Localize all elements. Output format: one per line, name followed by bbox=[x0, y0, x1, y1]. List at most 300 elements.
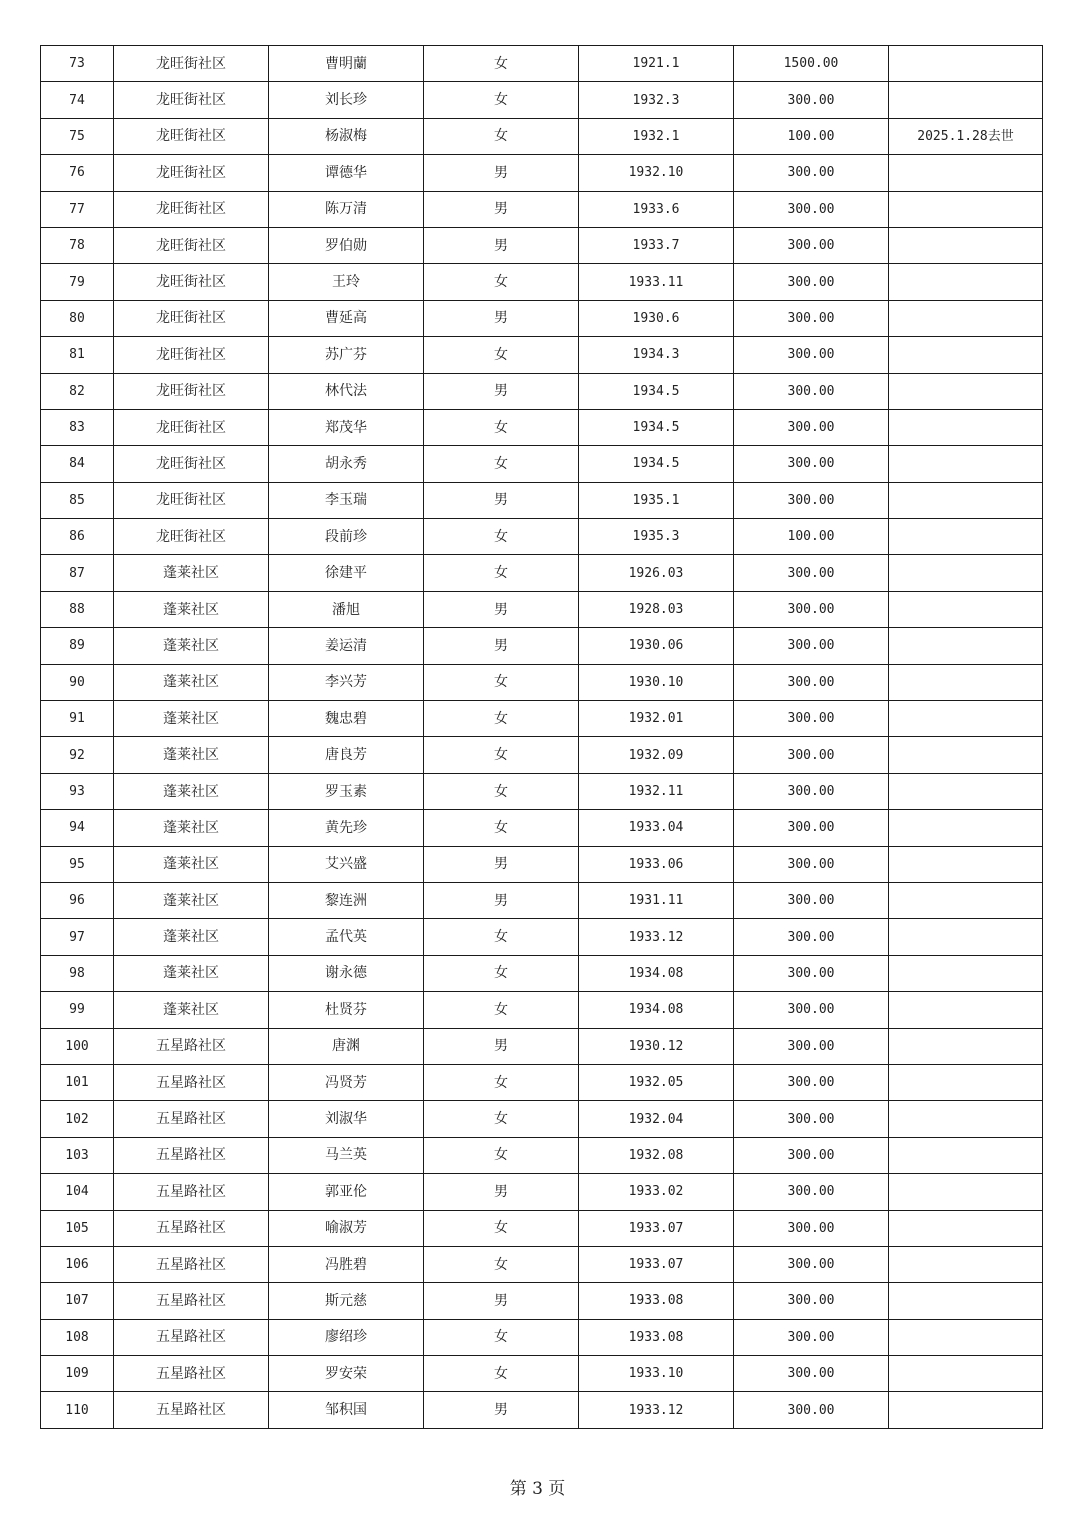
cell-row-index: 80 bbox=[41, 300, 114, 336]
cell-name: 谢永德 bbox=[269, 955, 424, 991]
cell-amount: 300.00 bbox=[734, 955, 889, 991]
cell-amount: 300.00 bbox=[734, 882, 889, 918]
table-row bbox=[41, 409, 1043, 445]
cell-remark bbox=[889, 628, 1043, 664]
cell-community: 蓬莱社区 bbox=[114, 591, 269, 627]
table-row bbox=[41, 155, 1043, 191]
cell-name: 邹积国 bbox=[269, 1392, 424, 1428]
cell-amount: 100.00 bbox=[734, 519, 889, 555]
cell-gender: 女 bbox=[424, 409, 579, 445]
table-row bbox=[41, 227, 1043, 263]
table-row bbox=[41, 1356, 1043, 1392]
cell-remark bbox=[889, 992, 1043, 1028]
cell-remark bbox=[889, 1392, 1043, 1428]
table-row bbox=[41, 591, 1043, 627]
cell-row-index: 94 bbox=[41, 810, 114, 846]
cell-row-index: 107 bbox=[41, 1283, 114, 1319]
cell-community: 蓬莱社区 bbox=[114, 955, 269, 991]
cell-amount: 300.00 bbox=[734, 628, 889, 664]
cell-row-index: 75 bbox=[41, 118, 114, 154]
table-row bbox=[41, 446, 1043, 482]
cell-birth-date: 1932.11 bbox=[579, 773, 734, 809]
cell-name: 罗安荣 bbox=[269, 1356, 424, 1392]
cell-remark bbox=[889, 846, 1043, 882]
cell-gender: 女 bbox=[424, 555, 579, 591]
cell-name: 罗伯勋 bbox=[269, 227, 424, 263]
cell-row-index: 98 bbox=[41, 955, 114, 991]
cell-row-index: 92 bbox=[41, 737, 114, 773]
cell-gender: 女 bbox=[424, 773, 579, 809]
table-row bbox=[41, 810, 1043, 846]
cell-row-index: 83 bbox=[41, 409, 114, 445]
cell-amount: 300.00 bbox=[734, 992, 889, 1028]
cell-gender: 女 bbox=[424, 955, 579, 991]
cell-birth-date: 1930.6 bbox=[579, 300, 734, 336]
cell-name: 李兴芳 bbox=[269, 664, 424, 700]
cell-remark bbox=[889, 1246, 1043, 1282]
cell-name: 刘长珍 bbox=[269, 82, 424, 118]
cell-gender: 女 bbox=[424, 664, 579, 700]
cell-amount: 300.00 bbox=[734, 264, 889, 300]
cell-row-index: 74 bbox=[41, 82, 114, 118]
cell-birth-date: 1934.5 bbox=[579, 373, 734, 409]
table-body bbox=[41, 46, 1043, 1429]
cell-remark bbox=[889, 446, 1043, 482]
cell-birth-date: 1928.03 bbox=[579, 591, 734, 627]
table-row bbox=[41, 482, 1043, 518]
cell-row-index: 100 bbox=[41, 1028, 114, 1064]
cell-gender: 女 bbox=[424, 446, 579, 482]
cell-remark bbox=[889, 1137, 1043, 1173]
cell-community: 龙旺街社区 bbox=[114, 82, 269, 118]
cell-birth-date: 1930.12 bbox=[579, 1028, 734, 1064]
cell-community: 龙旺街社区 bbox=[114, 227, 269, 263]
cell-row-index: 105 bbox=[41, 1210, 114, 1246]
cell-remark bbox=[889, 1356, 1043, 1392]
cell-name: 姜运清 bbox=[269, 628, 424, 664]
cell-name: 潘旭 bbox=[269, 591, 424, 627]
cell-community: 五星路社区 bbox=[114, 1028, 269, 1064]
cell-birth-date: 1934.08 bbox=[579, 955, 734, 991]
cell-row-index: 89 bbox=[41, 628, 114, 664]
cell-community: 龙旺街社区 bbox=[114, 46, 269, 82]
cell-gender: 男 bbox=[424, 1028, 579, 1064]
cell-amount: 1500.00 bbox=[734, 46, 889, 82]
cell-birth-date: 1932.04 bbox=[579, 1101, 734, 1137]
table-row bbox=[41, 1137, 1043, 1173]
cell-row-index: 102 bbox=[41, 1101, 114, 1137]
cell-remark bbox=[889, 1174, 1043, 1210]
cell-gender: 女 bbox=[424, 264, 579, 300]
cell-community: 蓬莱社区 bbox=[114, 628, 269, 664]
page-number: 第 3 页 bbox=[509, 1479, 566, 1499]
cell-remark bbox=[889, 810, 1043, 846]
cell-row-index: 88 bbox=[41, 591, 114, 627]
table-row bbox=[41, 846, 1043, 882]
cell-remark bbox=[889, 591, 1043, 627]
cell-name: 罗玉素 bbox=[269, 773, 424, 809]
table-row bbox=[41, 46, 1043, 82]
cell-amount: 300.00 bbox=[734, 555, 889, 591]
cell-row-index: 93 bbox=[41, 773, 114, 809]
cell-birth-date: 1933.6 bbox=[579, 191, 734, 227]
cell-amount: 300.00 bbox=[734, 82, 889, 118]
cell-birth-date: 1930.06 bbox=[579, 628, 734, 664]
cell-name: 谭德华 bbox=[269, 155, 424, 191]
table-row bbox=[41, 701, 1043, 737]
cell-remark bbox=[889, 737, 1043, 773]
cell-name: 郭亚伦 bbox=[269, 1174, 424, 1210]
cell-remark bbox=[889, 773, 1043, 809]
cell-community: 蓬莱社区 bbox=[114, 773, 269, 809]
cell-birth-date: 1934.3 bbox=[579, 337, 734, 373]
cell-row-index: 103 bbox=[41, 1137, 114, 1173]
cell-amount: 100.00 bbox=[734, 118, 889, 154]
cell-birth-date: 1933.12 bbox=[579, 1392, 734, 1428]
table-row bbox=[41, 373, 1043, 409]
cell-row-index: 79 bbox=[41, 264, 114, 300]
cell-amount: 300.00 bbox=[734, 337, 889, 373]
cell-remark bbox=[889, 373, 1043, 409]
cell-birth-date: 1932.01 bbox=[579, 701, 734, 737]
cell-gender: 男 bbox=[424, 628, 579, 664]
cell-row-index: 106 bbox=[41, 1246, 114, 1282]
cell-row-index: 73 bbox=[41, 46, 114, 82]
cell-remark bbox=[889, 701, 1043, 737]
cell-name: 胡永秀 bbox=[269, 446, 424, 482]
cell-community: 蓬莱社区 bbox=[114, 555, 269, 591]
cell-gender: 女 bbox=[424, 1246, 579, 1282]
cell-row-index: 84 bbox=[41, 446, 114, 482]
cell-gender: 女 bbox=[424, 519, 579, 555]
cell-gender: 男 bbox=[424, 482, 579, 518]
table-row bbox=[41, 1174, 1043, 1210]
cell-name: 唐渊 bbox=[269, 1028, 424, 1064]
cell-name: 魏忠碧 bbox=[269, 701, 424, 737]
cell-community: 龙旺街社区 bbox=[114, 409, 269, 445]
cell-community: 龙旺街社区 bbox=[114, 300, 269, 336]
cell-birth-date: 1933.11 bbox=[579, 264, 734, 300]
cell-birth-date: 1933.7 bbox=[579, 227, 734, 263]
cell-row-index: 95 bbox=[41, 846, 114, 882]
cell-name: 冯胜碧 bbox=[269, 1246, 424, 1282]
cell-gender: 男 bbox=[424, 300, 579, 336]
cell-community: 五星路社区 bbox=[114, 1174, 269, 1210]
cell-row-index: 97 bbox=[41, 919, 114, 955]
cell-row-index: 85 bbox=[41, 482, 114, 518]
cell-remark bbox=[889, 264, 1043, 300]
cell-remark bbox=[889, 664, 1043, 700]
cell-birth-date: 1932.08 bbox=[579, 1137, 734, 1173]
cell-gender: 男 bbox=[424, 846, 579, 882]
table-row bbox=[41, 882, 1043, 918]
cell-birth-date: 1933.10 bbox=[579, 1356, 734, 1392]
cell-remark bbox=[889, 1319, 1043, 1355]
cell-community: 五星路社区 bbox=[114, 1210, 269, 1246]
table-row bbox=[41, 264, 1043, 300]
cell-community: 蓬莱社区 bbox=[114, 919, 269, 955]
cell-gender: 女 bbox=[424, 1101, 579, 1137]
cell-birth-date: 1934.08 bbox=[579, 992, 734, 1028]
cell-remark bbox=[889, 919, 1043, 955]
cell-amount: 300.00 bbox=[734, 1028, 889, 1064]
cell-amount: 300.00 bbox=[734, 300, 889, 336]
cell-name: 唐良芳 bbox=[269, 737, 424, 773]
cell-row-index: 78 bbox=[41, 227, 114, 263]
cell-name: 冯贤芳 bbox=[269, 1064, 424, 1100]
cell-gender: 男 bbox=[424, 1174, 579, 1210]
cell-gender: 女 bbox=[424, 46, 579, 82]
cell-row-index: 90 bbox=[41, 664, 114, 700]
cell-amount: 300.00 bbox=[734, 1101, 889, 1137]
cell-amount: 300.00 bbox=[734, 1283, 889, 1319]
cell-community: 龙旺街社区 bbox=[114, 191, 269, 227]
cell-gender: 男 bbox=[424, 882, 579, 918]
cell-community: 五星路社区 bbox=[114, 1101, 269, 1137]
table-row bbox=[41, 300, 1043, 336]
cell-birth-date: 1933.02 bbox=[579, 1174, 734, 1210]
cell-gender: 男 bbox=[424, 155, 579, 191]
cell-community: 蓬莱社区 bbox=[114, 810, 269, 846]
cell-remark bbox=[889, 337, 1043, 373]
cell-remark bbox=[889, 1064, 1043, 1100]
cell-gender: 女 bbox=[424, 810, 579, 846]
cell-birth-date: 1931.11 bbox=[579, 882, 734, 918]
cell-birth-date: 1933.07 bbox=[579, 1210, 734, 1246]
cell-birth-date: 1933.06 bbox=[579, 846, 734, 882]
cell-community: 龙旺街社区 bbox=[114, 519, 269, 555]
cell-remark bbox=[889, 482, 1043, 518]
cell-name: 斯元慈 bbox=[269, 1283, 424, 1319]
cell-row-index: 76 bbox=[41, 155, 114, 191]
cell-name: 孟代英 bbox=[269, 919, 424, 955]
data-table bbox=[40, 45, 1043, 1429]
cell-gender: 女 bbox=[424, 337, 579, 373]
cell-row-index: 104 bbox=[41, 1174, 114, 1210]
cell-gender: 男 bbox=[424, 191, 579, 227]
cell-amount: 300.00 bbox=[734, 446, 889, 482]
cell-birth-date: 1933.07 bbox=[579, 1246, 734, 1282]
cell-name: 林代法 bbox=[269, 373, 424, 409]
cell-community: 五星路社区 bbox=[114, 1064, 269, 1100]
cell-amount: 300.00 bbox=[734, 1137, 889, 1173]
table-row bbox=[41, 664, 1043, 700]
cell-name: 黄先珍 bbox=[269, 810, 424, 846]
cell-row-index: 110 bbox=[41, 1392, 114, 1428]
cell-name: 陈万清 bbox=[269, 191, 424, 227]
cell-community: 龙旺街社区 bbox=[114, 155, 269, 191]
cell-remark: 2025.1.28去世 bbox=[889, 118, 1043, 154]
cell-gender: 女 bbox=[424, 118, 579, 154]
cell-row-index: 81 bbox=[41, 337, 114, 373]
cell-name: 徐建平 bbox=[269, 555, 424, 591]
cell-birth-date: 1932.1 bbox=[579, 118, 734, 154]
cell-amount: 300.00 bbox=[734, 1210, 889, 1246]
cell-amount: 300.00 bbox=[734, 919, 889, 955]
cell-community: 五星路社区 bbox=[114, 1246, 269, 1282]
cell-row-index: 108 bbox=[41, 1319, 114, 1355]
cell-name: 艾兴盛 bbox=[269, 846, 424, 882]
cell-gender: 女 bbox=[424, 82, 579, 118]
cell-amount: 300.00 bbox=[734, 810, 889, 846]
cell-remark bbox=[889, 1101, 1043, 1137]
cell-amount: 300.00 bbox=[734, 737, 889, 773]
cell-community: 龙旺街社区 bbox=[114, 337, 269, 373]
cell-row-index: 86 bbox=[41, 519, 114, 555]
table-row bbox=[41, 1028, 1043, 1064]
cell-community: 五星路社区 bbox=[114, 1392, 269, 1428]
cell-row-index: 96 bbox=[41, 882, 114, 918]
cell-birth-date: 1926.03 bbox=[579, 555, 734, 591]
cell-amount: 300.00 bbox=[734, 482, 889, 518]
table-row bbox=[41, 519, 1043, 555]
cell-name: 廖绍珍 bbox=[269, 1319, 424, 1355]
cell-name: 刘淑华 bbox=[269, 1101, 424, 1137]
cell-birth-date: 1921.1 bbox=[579, 46, 734, 82]
cell-remark bbox=[889, 155, 1043, 191]
cell-remark bbox=[889, 300, 1043, 336]
cell-gender: 女 bbox=[424, 992, 579, 1028]
cell-amount: 300.00 bbox=[734, 1246, 889, 1282]
cell-birth-date: 1932.05 bbox=[579, 1064, 734, 1100]
cell-remark bbox=[889, 519, 1043, 555]
table-row bbox=[41, 1246, 1043, 1282]
cell-remark bbox=[889, 1283, 1043, 1319]
cell-gender: 男 bbox=[424, 373, 579, 409]
cell-birth-date: 1933.08 bbox=[579, 1319, 734, 1355]
cell-community: 龙旺街社区 bbox=[114, 482, 269, 518]
cell-remark bbox=[889, 555, 1043, 591]
cell-name: 曹延高 bbox=[269, 300, 424, 336]
cell-birth-date: 1934.5 bbox=[579, 409, 734, 445]
cell-amount: 300.00 bbox=[734, 591, 889, 627]
cell-amount: 300.00 bbox=[734, 1319, 889, 1355]
cell-community: 五星路社区 bbox=[114, 1319, 269, 1355]
cell-remark bbox=[889, 82, 1043, 118]
cell-row-index: 77 bbox=[41, 191, 114, 227]
cell-community: 蓬莱社区 bbox=[114, 992, 269, 1028]
cell-community: 蓬莱社区 bbox=[114, 846, 269, 882]
table-row bbox=[41, 82, 1043, 118]
cell-gender: 女 bbox=[424, 701, 579, 737]
cell-remark bbox=[889, 227, 1043, 263]
cell-row-index: 91 bbox=[41, 701, 114, 737]
table-row bbox=[41, 337, 1043, 373]
cell-community: 蓬莱社区 bbox=[114, 701, 269, 737]
cell-amount: 300.00 bbox=[734, 409, 889, 445]
cell-community: 龙旺街社区 bbox=[114, 446, 269, 482]
cell-amount: 300.00 bbox=[734, 664, 889, 700]
cell-community: 五星路社区 bbox=[114, 1283, 269, 1319]
cell-birth-date: 1933.08 bbox=[579, 1283, 734, 1319]
cell-gender: 女 bbox=[424, 1210, 579, 1246]
cell-gender: 女 bbox=[424, 1064, 579, 1100]
cell-remark bbox=[889, 409, 1043, 445]
cell-birth-date: 1935.3 bbox=[579, 519, 734, 555]
cell-row-index: 101 bbox=[41, 1064, 114, 1100]
cell-name: 黎连洲 bbox=[269, 882, 424, 918]
cell-name: 李玉瑞 bbox=[269, 482, 424, 518]
cell-amount: 300.00 bbox=[734, 1174, 889, 1210]
cell-remark bbox=[889, 1210, 1043, 1246]
cell-gender: 女 bbox=[424, 1356, 579, 1392]
cell-name: 杨淑梅 bbox=[269, 118, 424, 154]
table-row bbox=[41, 1210, 1043, 1246]
cell-remark bbox=[889, 191, 1043, 227]
table-row bbox=[41, 1392, 1043, 1428]
table-row bbox=[41, 955, 1043, 991]
cell-community: 蓬莱社区 bbox=[114, 882, 269, 918]
cell-community: 蓬莱社区 bbox=[114, 664, 269, 700]
cell-amount: 300.00 bbox=[734, 846, 889, 882]
cell-row-index: 109 bbox=[41, 1356, 114, 1392]
cell-gender: 女 bbox=[424, 737, 579, 773]
cell-gender: 男 bbox=[424, 1392, 579, 1428]
cell-name: 喻淑芳 bbox=[269, 1210, 424, 1246]
cell-name: 郑茂华 bbox=[269, 409, 424, 445]
cell-gender: 男 bbox=[424, 1283, 579, 1319]
cell-community: 蓬莱社区 bbox=[114, 737, 269, 773]
cell-birth-date: 1935.1 bbox=[579, 482, 734, 518]
cell-gender: 女 bbox=[424, 1319, 579, 1355]
cell-remark bbox=[889, 882, 1043, 918]
cell-amount: 300.00 bbox=[734, 191, 889, 227]
cell-row-index: 99 bbox=[41, 992, 114, 1028]
table-row bbox=[41, 992, 1043, 1028]
table-row bbox=[41, 555, 1043, 591]
table-row bbox=[41, 773, 1043, 809]
cell-birth-date: 1933.04 bbox=[579, 810, 734, 846]
cell-birth-date: 1933.12 bbox=[579, 919, 734, 955]
cell-amount: 300.00 bbox=[734, 773, 889, 809]
cell-amount: 300.00 bbox=[734, 701, 889, 737]
cell-remark bbox=[889, 1028, 1043, 1064]
cell-row-index: 87 bbox=[41, 555, 114, 591]
cell-gender: 男 bbox=[424, 591, 579, 627]
cell-gender: 男 bbox=[424, 227, 579, 263]
cell-birth-date: 1932.09 bbox=[579, 737, 734, 773]
table-row bbox=[41, 628, 1043, 664]
cell-birth-date: 1932.3 bbox=[579, 82, 734, 118]
cell-birth-date: 1934.5 bbox=[579, 446, 734, 482]
cell-remark bbox=[889, 46, 1043, 82]
cell-birth-date: 1930.10 bbox=[579, 664, 734, 700]
cell-name: 曹明蘭 bbox=[269, 46, 424, 82]
table-row bbox=[41, 737, 1043, 773]
cell-remark bbox=[889, 955, 1043, 991]
table-row bbox=[41, 1064, 1043, 1100]
cell-gender: 女 bbox=[424, 1137, 579, 1173]
cell-name: 马兰英 bbox=[269, 1137, 424, 1173]
table-row bbox=[41, 1283, 1043, 1319]
cell-name: 王玲 bbox=[269, 264, 424, 300]
table-row bbox=[41, 191, 1043, 227]
cell-community: 龙旺街社区 bbox=[114, 373, 269, 409]
cell-row-index: 82 bbox=[41, 373, 114, 409]
cell-amount: 300.00 bbox=[734, 1064, 889, 1100]
table-row bbox=[41, 1319, 1043, 1355]
cell-name: 段前珍 bbox=[269, 519, 424, 555]
cell-amount: 300.00 bbox=[734, 1392, 889, 1428]
cell-amount: 300.00 bbox=[734, 155, 889, 191]
cell-amount: 300.00 bbox=[734, 1356, 889, 1392]
cell-name: 杜贤芬 bbox=[269, 992, 424, 1028]
cell-community: 五星路社区 bbox=[114, 1356, 269, 1392]
table-row bbox=[41, 1101, 1043, 1137]
cell-community: 龙旺街社区 bbox=[114, 118, 269, 154]
cell-birth-date: 1932.10 bbox=[579, 155, 734, 191]
table-row bbox=[41, 919, 1043, 955]
